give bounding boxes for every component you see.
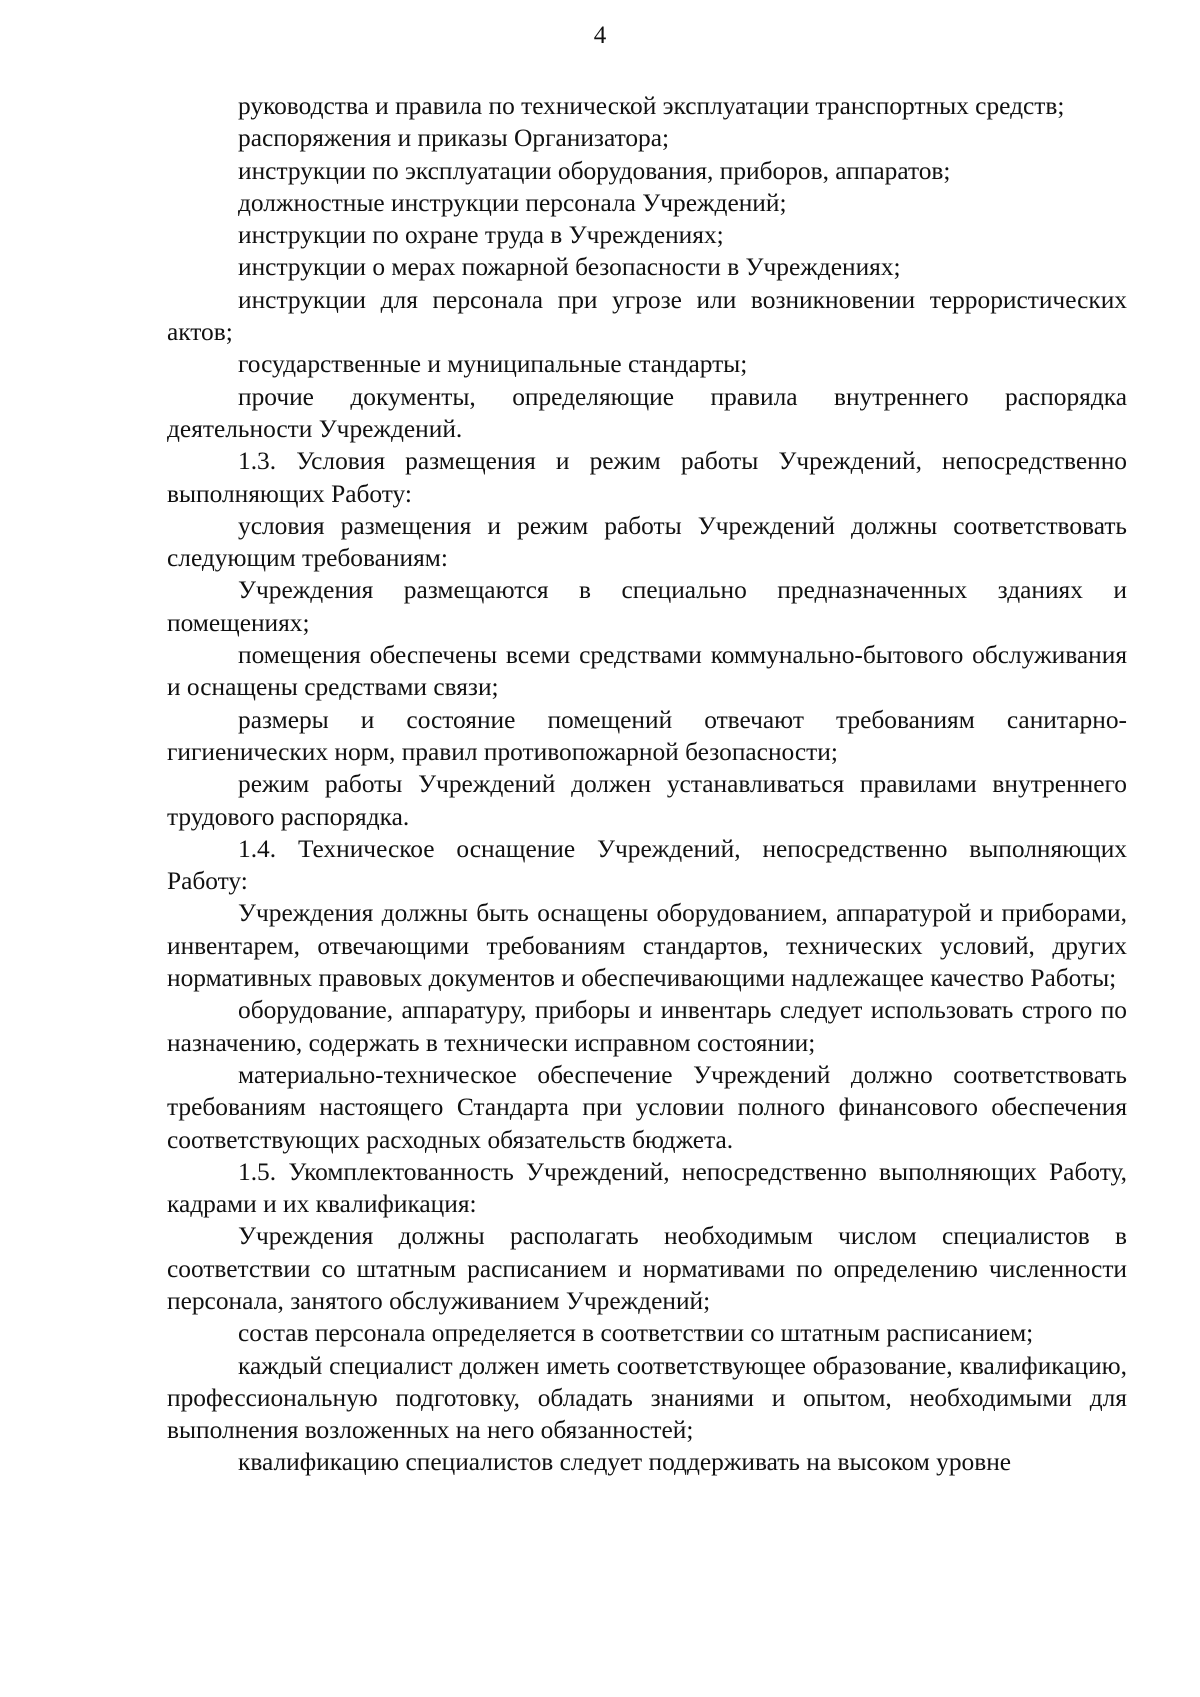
paragraph: оборудование, аппаратуру, приборы и инвентарь следует использовать строго по назначению, содержать в технически исправном состоянии;	[167, 996, 1127, 1057]
section-heading-1-4: 1.4. Техническое оснащение Учреждений, непосредственно выполняющих Работу:	[167, 834, 1127, 896]
paragraph: инструкции по охране труда в Учреждениях;	[238, 221, 724, 250]
paragraph: Учреждения должны располагать необходимым числом специалистов в соответствии со штатным расписанием и нормативами по определению численности персонала, занятого обслуживанием Учреждений;	[167, 1222, 1127, 1315]
paragraph: руководства и правила по технической эксплуатации транспортных средств;	[238, 92, 1065, 120]
paragraph: условия размещения и режим работы Учреждений должны соответствовать следующим требованиям:	[167, 511, 1127, 573]
section-heading-1-3: 1.3. Условия размещения и режим работы Учреждений, непосредственно выполняющих Работу:	[167, 447, 1127, 508]
paragraph: государственные и муниципальные стандарты;	[238, 350, 748, 379]
paragraph: Учреждения размещаются в специально предназначенных зданиях и помещениях;	[167, 576, 1127, 637]
paragraph: инструкции для персонала при угрозе или возникновении террористических актов;	[167, 285, 1127, 347]
paragraph: материально-техническое обеспечение Учреждений должно соответствовать требованиям настоящего Стандарта при условии полного финансового обеспечения соответствующих расходных обязательств бюджета.	[167, 1060, 1127, 1154]
page-number: 4	[593, 22, 607, 49]
paragraph: размеры и состояние помещений отвечают требованиям санитарно-гигиенических норм, правил противопожарной безопасности;	[167, 705, 1127, 766]
document-body	[167, 90, 1127, 1479]
paragraph: должностные инструкции персонала Учреждений;	[238, 188, 787, 217]
paragraph: режим работы Учреждений должен устанавливаться правилами внутреннего трудового распорядка.	[167, 770, 1127, 831]
paragraph: прочие документы, определяющие правила внутреннего распорядка деятельности Учреждений.	[167, 382, 1127, 443]
paragraph: Учреждения должны быть оснащены оборудованием, аппаратурой и приборами, инвентарем, отвечающими требованиям стандартов, технических условий, других нормативных правовых документов и обеспечивающими надлежащее качество Работы;	[167, 899, 1127, 993]
paragraph: каждый специалист должен иметь соответствующее образование, квалификацию, профессиональную подготовку, обладать знаниями и опытом, необходимыми для выполнения возложенных на него обязанностей;	[167, 1351, 1127, 1445]
paragraph: инструкции по эксплуатации оборудования, приборов, аппаратов;	[238, 156, 951, 185]
paragraph: инструкции о мерах пожарной безопасности в Учреждениях;	[238, 253, 901, 282]
paragraph: квалификацию специалистов следует поддерживать на высоком уровне	[238, 1448, 1012, 1477]
paragraph: помещения обеспечены всеми средствами коммунально-бытового обслуживания и оснащены средствами связи;	[167, 641, 1127, 702]
paragraph: состав персонала определяется в соответствии со штатным расписанием;	[238, 1319, 1034, 1348]
paragraph: распоряжения и приказы Организатора;	[238, 124, 670, 153]
section-heading-1-5: 1.5. Укомплектованность Учреждений, непосредственно выполняющих Работу, кадрами и их квалификация:	[167, 1157, 1127, 1219]
